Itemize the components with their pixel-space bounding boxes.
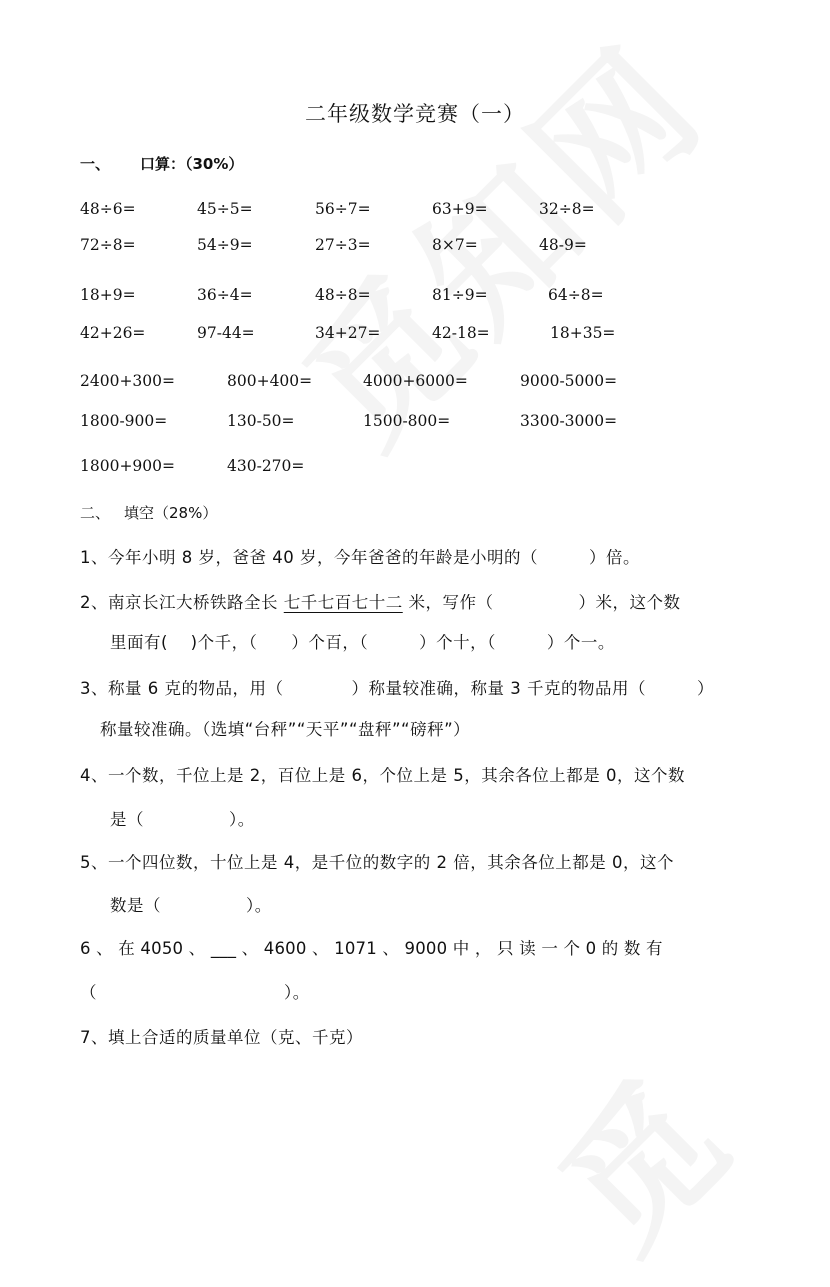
equation: 130-50=	[227, 412, 295, 430]
section2-number: 二、	[80, 504, 111, 522]
equation: 27÷3=	[315, 236, 371, 254]
equation: 42-18=	[432, 324, 490, 342]
equation: 1800-900=	[80, 412, 168, 430]
equation: 45÷5=	[197, 200, 253, 218]
equation: 9000-5000=	[520, 372, 618, 390]
equation: 56÷7=	[315, 200, 371, 218]
equation: 42+26=	[80, 324, 146, 342]
equation: 64÷8=	[548, 286, 604, 304]
equation: 3300-3000=	[520, 412, 618, 430]
equation: 54÷9=	[197, 236, 253, 254]
section2-heading: 填空（28%）	[124, 504, 218, 522]
question-6-line-1: 6 、 在 4050 、 ___ 、 4600 、 1071 、 9000 中 ， 只 读 一 个 0 的 数 有	[80, 939, 663, 958]
equation: 1800+900=	[80, 457, 176, 475]
section1-heading: 口算：（30%）	[140, 155, 244, 173]
equation: 8×7=	[432, 236, 478, 254]
equation: 81÷9=	[432, 286, 488, 304]
question-6-line-2: （ ）。	[80, 983, 310, 1002]
question-5-line-1: 5、一个四位数，十位上是 4，是千位的数字的 2 倍，其余各位上都是 0，这个	[80, 853, 674, 872]
section1-number: 一、	[80, 155, 111, 173]
equation: 18+9=	[80, 286, 136, 304]
equation: 18+35=	[550, 324, 616, 342]
question-2-prefix: 2、南京长江大桥铁路全长	[80, 593, 284, 612]
equation: 34+27=	[315, 324, 381, 342]
equation: 48-9=	[539, 236, 587, 254]
equation: 36÷4=	[197, 286, 253, 304]
watermark-bottom	[506, 1029, 765, 1287]
question-3-line-2: 称量较准确。（选填“台秤”“天平”“盘秤”“磅秤”）	[100, 720, 471, 739]
equation: 32÷8=	[539, 200, 595, 218]
question-5-line-2: 数是（ ）。	[110, 896, 272, 915]
question-7: 7、填上合适的质量单位（克、千克）	[80, 1028, 363, 1047]
question-4-line-1: 4、一个数，千位上是 2，百位上是 6，个位上是 5，其余各位上都是 0，这个数	[80, 766, 685, 785]
equation: 97-44=	[197, 324, 255, 342]
equation: 1500-800=	[363, 412, 451, 430]
equation: 48÷6=	[80, 200, 136, 218]
page-title: 二年级数学竞赛（一）	[305, 102, 525, 126]
question-2-underlined-number: 七千七百七十二	[283, 593, 403, 612]
equation: 2400+300=	[80, 372, 176, 390]
equation: 4000+6000=	[363, 372, 468, 390]
equation: 72÷8=	[80, 236, 136, 254]
question-1: 1、今年小明 8 岁，爸爸 40 岁，今年爸爸的年龄是小明的（ ）倍。	[80, 548, 640, 567]
equation: 48÷8=	[315, 286, 371, 304]
question-2-line-1	[80, 589, 681, 613]
equation: 63+9=	[432, 200, 488, 218]
equation: 800+400=	[227, 372, 313, 390]
equation: 430-270=	[227, 457, 305, 475]
question-2-suffix: 米，写作（ ）米，这个数	[402, 593, 681, 612]
question-2-line-2: 里面有( )个千，（ ）个百，（ ）个十，（ ）个一。	[110, 633, 615, 652]
question-3-line-1: 3、称量 6 克的物品，用（ ）称量较准确，称量 3 千克的物品用（ ）	[80, 679, 714, 698]
question-4-line-2: 是（ ）。	[110, 810, 255, 829]
